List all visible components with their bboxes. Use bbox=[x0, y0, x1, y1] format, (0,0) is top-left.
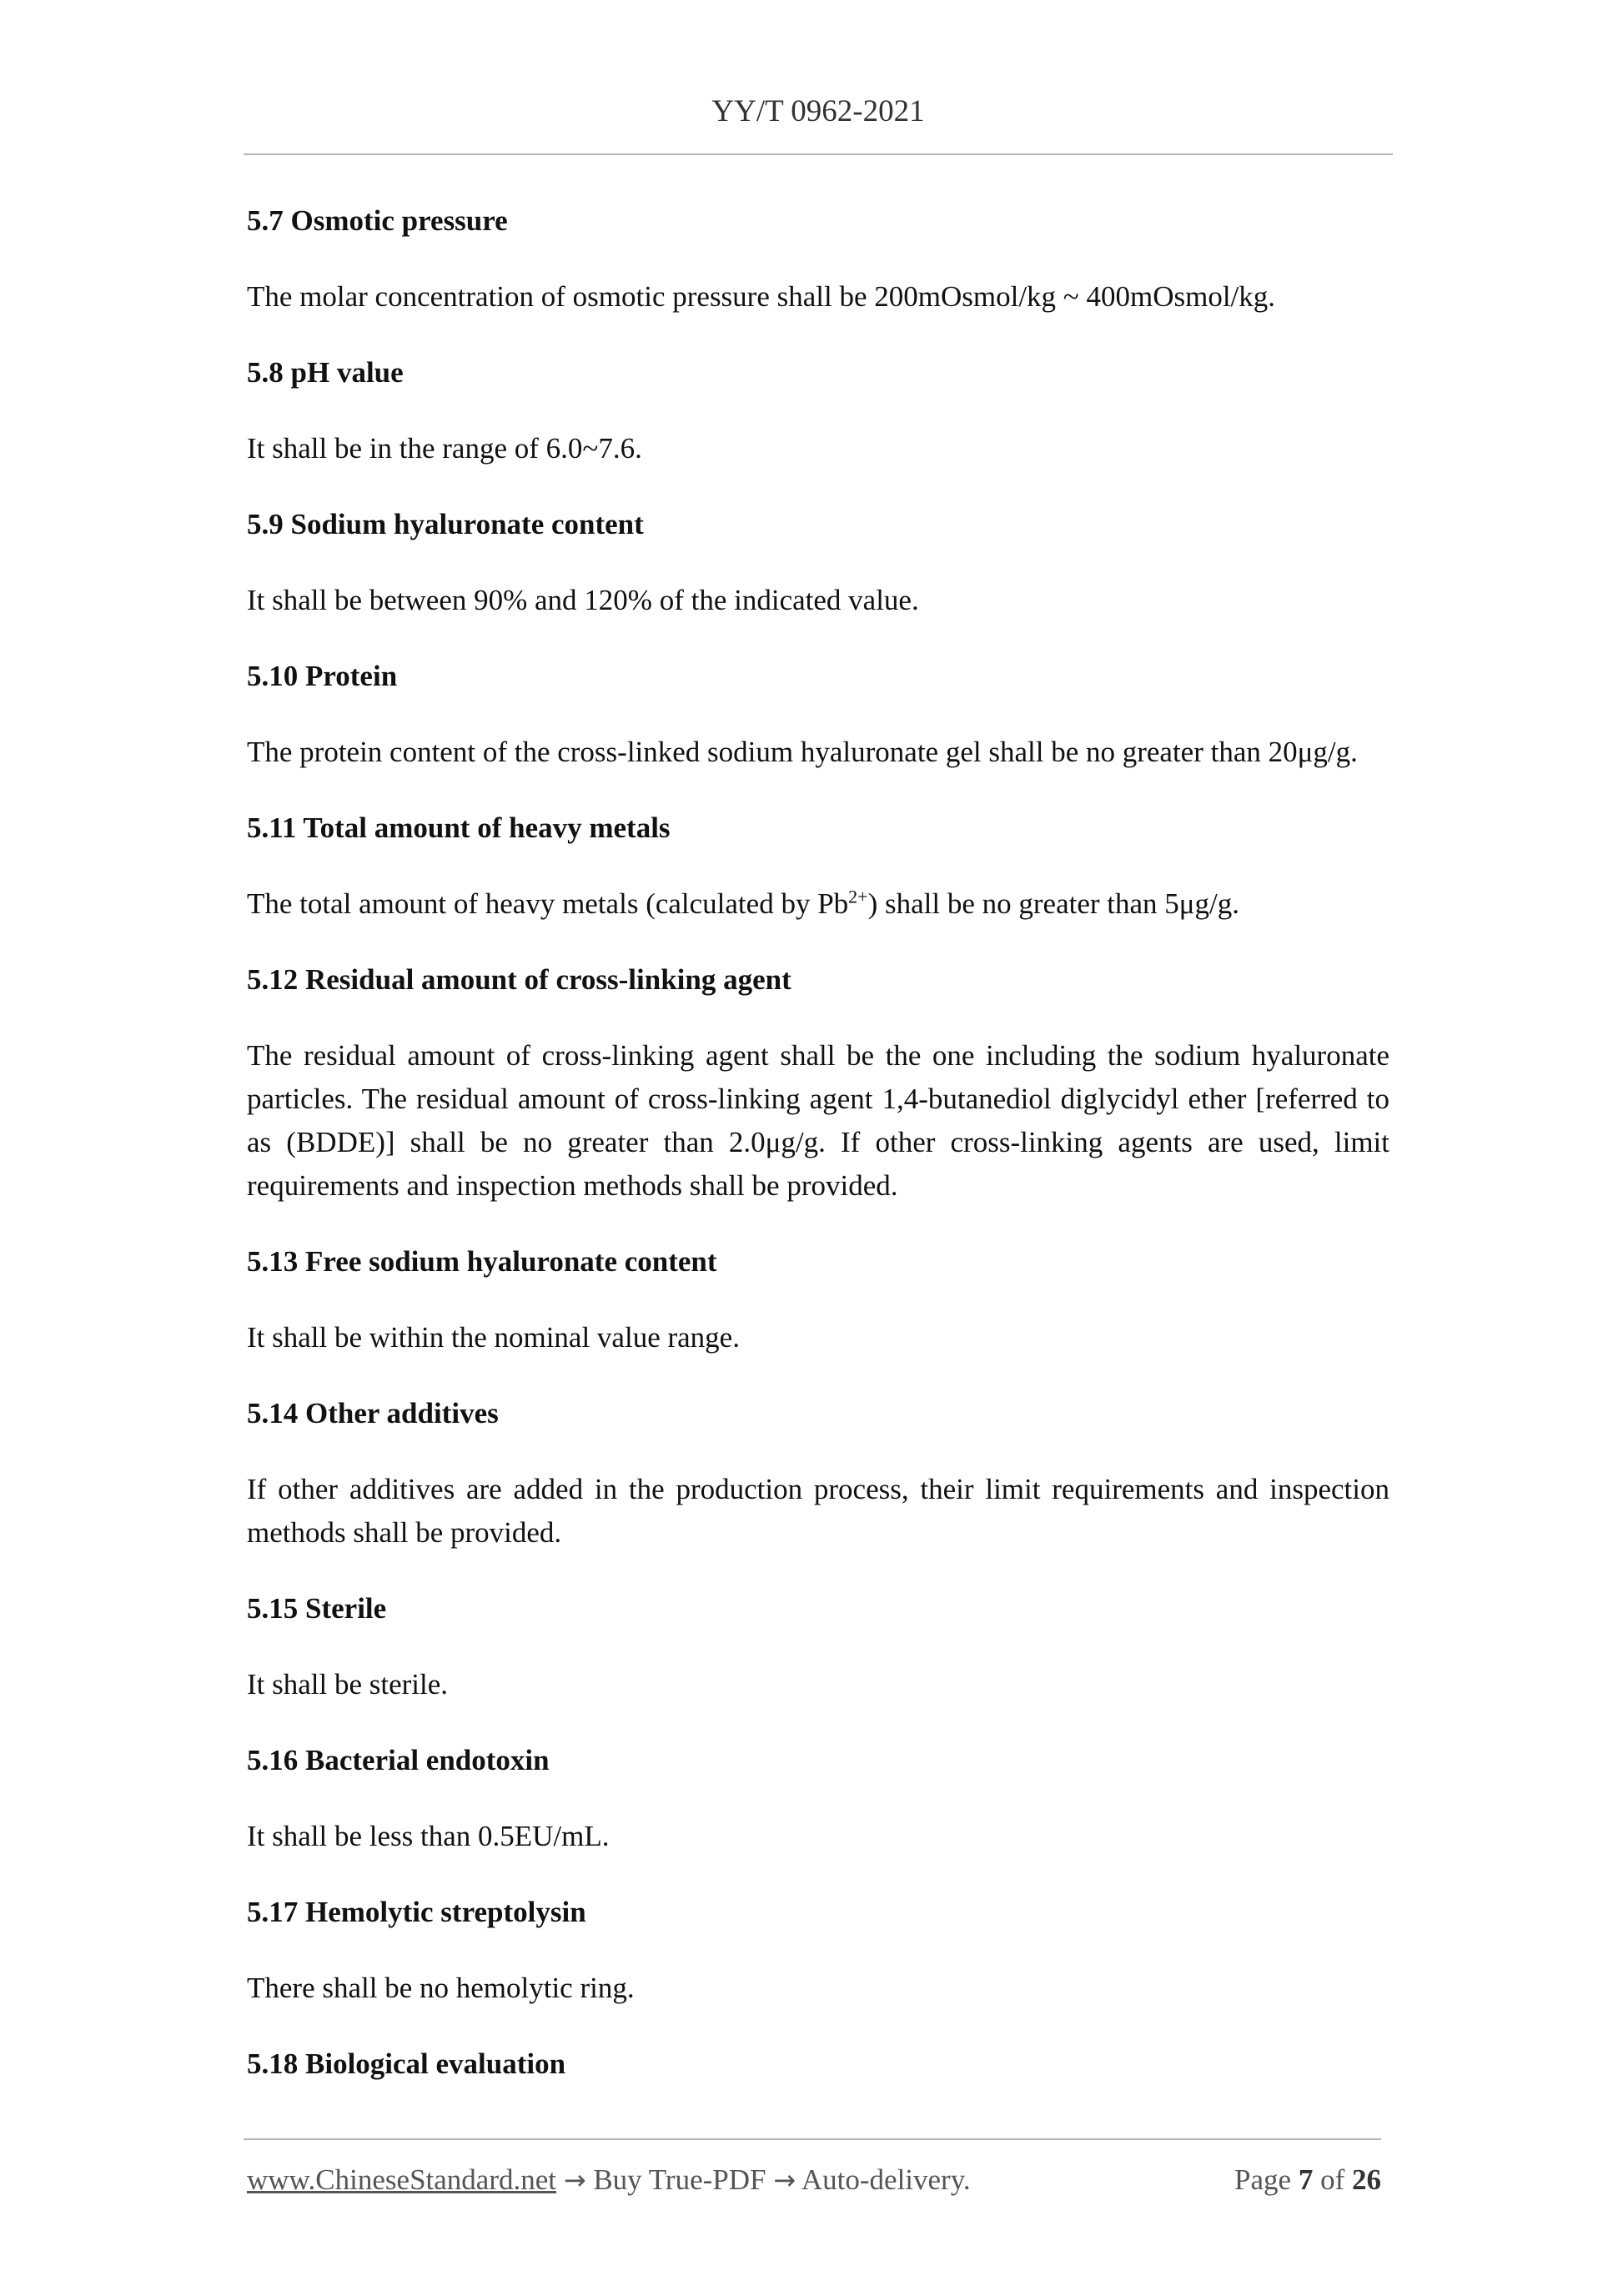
section-heading: 5.10 Protein bbox=[247, 660, 398, 692]
section-paragraph: The molar concentration of osmotic pressure shall be 200mOsmol/kg ~ 400mOsmol/kg. bbox=[247, 280, 1276, 313]
heavy-metals-text-end: ) shall be no greater than 5μg/g. bbox=[867, 887, 1240, 920]
heavy-metals-text: The total amount of heavy metals (calculated by Pb bbox=[247, 887, 849, 920]
header-divider bbox=[244, 153, 1393, 155]
section-heading: 5.7 Osmotic pressure bbox=[247, 204, 508, 237]
section-heading: 5.17 Hemolytic streptolysin bbox=[247, 1896, 586, 1928]
section-5-12 bbox=[247, 959, 1389, 1208]
total-pages: 26 bbox=[1352, 2163, 1381, 2196]
section-paragraph: It shall be between 90% and 120% of the indicated value. bbox=[247, 584, 919, 616]
section-heading: 5.12 Residual amount of cross-linking agent bbox=[247, 963, 791, 996]
section-5-16 bbox=[247, 1740, 1389, 1858]
auto-delivery-text: Auto-delivery. bbox=[801, 2163, 971, 2196]
section-paragraph: It shall be within the nominal value range. bbox=[247, 1321, 740, 1354]
section-5-11 bbox=[247, 807, 1389, 926]
section-5-9 bbox=[247, 504, 1389, 622]
section-5-15 bbox=[247, 1588, 1389, 1706]
section-paragraph: The residual amount of cross-linking agent shall be the one including the sodium hyaluronate particles. The residual amount of cross-linking agent 1,4-butanediol diglycidyl ether [referred to as (BDDE)] shall be no greater than 2.0μg/g. If other cross-linking agents are used, limit requirements and inspection methods shall be provided. bbox=[247, 1039, 1389, 1202]
section-heading: 5.16 Bacterial endotoxin bbox=[247, 1744, 550, 1776]
section-5-17 bbox=[247, 1892, 1389, 2010]
superscript-charge: 2+ bbox=[848, 886, 868, 907]
section-paragraph: If other additives are added in the production process, their limit requirements and inspection methods shall be provided. bbox=[247, 1473, 1389, 1549]
page-number bbox=[1234, 2163, 1381, 2197]
section-5-7 bbox=[247, 200, 1389, 319]
of-label: of bbox=[1320, 2163, 1345, 2196]
section-paragraph: It shall be in the range of 6.0~7.6. bbox=[247, 432, 642, 465]
section-paragraph bbox=[247, 882, 1389, 926]
current-page: 7 bbox=[1298, 2163, 1314, 2196]
section-paragraph: There shall be no hemolytic ring. bbox=[247, 1972, 635, 2004]
footer-links bbox=[247, 2163, 971, 2197]
section-heading: 5.15 Sterile bbox=[247, 1592, 387, 1625]
section-paragraph: It shall be less than 0.5EU/mL. bbox=[247, 1820, 610, 1852]
document-id-header: YY/T 0962-2021 bbox=[711, 94, 925, 128]
section-heading: 5.8 pH value bbox=[247, 356, 404, 389]
footer-divider bbox=[244, 2138, 1381, 2140]
document-body bbox=[247, 200, 1389, 2118]
section-heading: 5.9 Sodium hyaluronate content bbox=[247, 508, 644, 540]
section-paragraph: The protein content of the cross-linked sodium hyaluronate gel shall be no greater than 20μg/g. bbox=[247, 736, 1358, 768]
section-5-14 bbox=[247, 1393, 1389, 1555]
section-heading: 5.11 Total amount of heavy metals bbox=[247, 811, 671, 844]
section-paragraph: It shall be sterile. bbox=[247, 1668, 449, 1701]
section-5-8 bbox=[247, 352, 1389, 470]
section-heading: 5.13 Free sodium hyaluronate content bbox=[247, 1245, 717, 1278]
section-heading: 5.14 Other additives bbox=[247, 1397, 499, 1429]
website-link[interactable]: www.ChineseStandard.net bbox=[247, 2163, 556, 2196]
buy-pdf-text: Buy True-PDF bbox=[593, 2163, 766, 2196]
section-heading: 5.18 Biological evaluation bbox=[247, 2047, 566, 2080]
section-5-18 bbox=[247, 2043, 1389, 2085]
section-5-13 bbox=[247, 1241, 1389, 1359]
arrow-right-icon: → bbox=[563, 2164, 586, 2196]
section-5-10 bbox=[247, 656, 1389, 774]
page-label: Page bbox=[1234, 2163, 1292, 2196]
arrow-right-icon: → bbox=[773, 2164, 796, 2196]
